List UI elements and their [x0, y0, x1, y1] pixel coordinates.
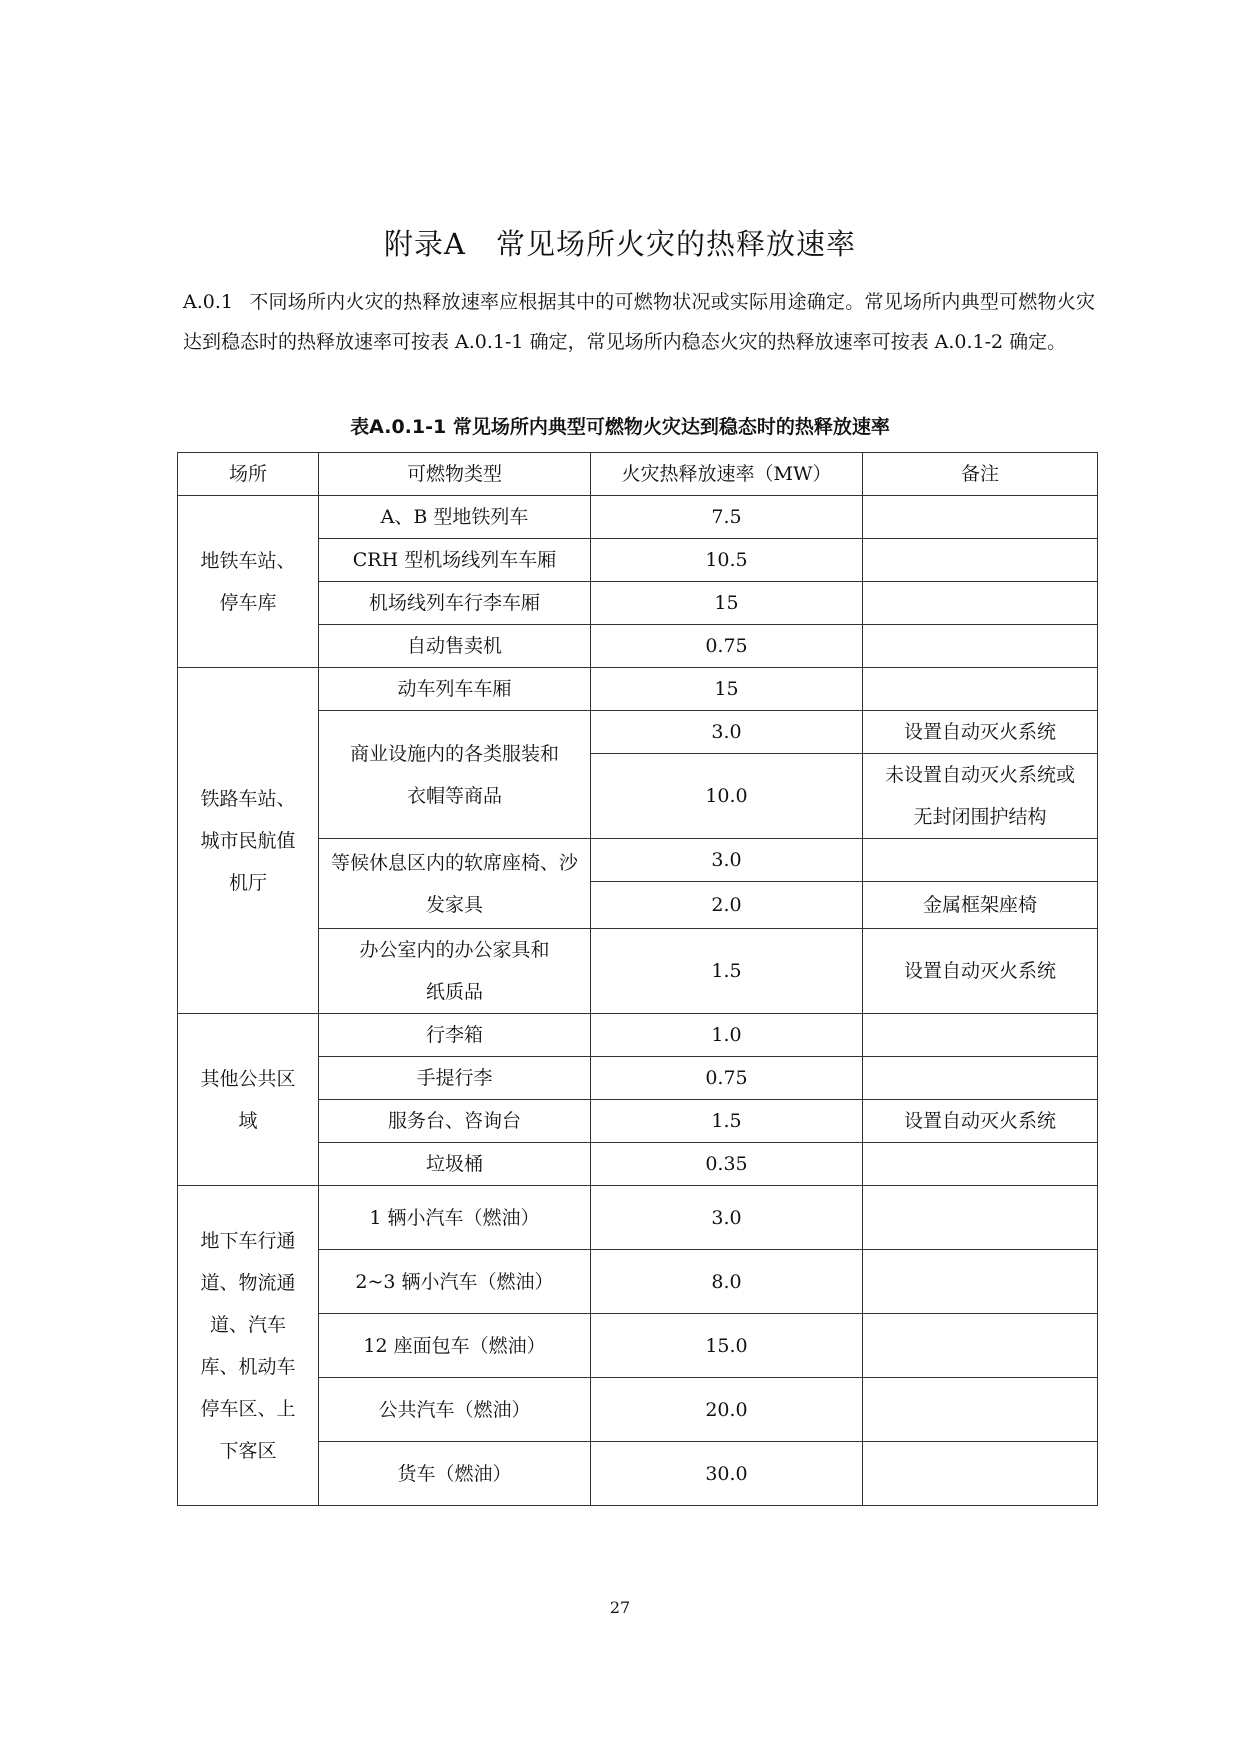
rate-cell: 7.5 [591, 496, 863, 539]
table-row [178, 668, 1098, 711]
fuel-cell: 自动售卖机 [319, 625, 591, 668]
fuel-cell: 12 座面包车（燃油） [319, 1314, 591, 1378]
header-fuel: 可燃物类型 [319, 453, 591, 496]
page-number: 27 [609, 1598, 631, 1617]
fuel-cell: 公共汽车（燃油） [319, 1378, 591, 1442]
note-cell [863, 496, 1098, 539]
rate-cell: 15 [591, 582, 863, 625]
fuel-cell: 机场线列车行李车厢 [319, 582, 591, 625]
note-cell [863, 1250, 1098, 1314]
note-cell [863, 839, 1098, 882]
note-cell [863, 1442, 1098, 1506]
fuel-cell: 商业设施内的各类服装和衣帽等商品 [319, 711, 591, 839]
table-row [178, 1186, 1098, 1250]
note-cell: 设置自动灭火系统 [863, 1100, 1098, 1143]
table-row [178, 1014, 1098, 1057]
rate-cell: 0.35 [591, 1143, 863, 1186]
place-cell: 铁路车站、城市民航值机厅 [178, 668, 319, 1014]
rate-cell: 0.75 [591, 625, 863, 668]
fuel-cell: CRH 型机场线列车车厢 [319, 539, 591, 582]
place-cell: 地下车行通道、物流通道、汽车库、机动车停车区、上下客区 [178, 1186, 319, 1506]
rate-cell: 10.5 [591, 539, 863, 582]
note-cell: 设置自动灭火系统 [863, 711, 1098, 754]
note-cell [863, 1014, 1098, 1057]
note-cell [863, 668, 1098, 711]
fuel-cell: 2~3 辆小汽车（燃油） [319, 1250, 591, 1314]
note-cell [863, 1186, 1098, 1250]
rate-cell: 20.0 [591, 1378, 863, 1442]
note-cell [863, 1057, 1098, 1100]
fuel-cell: 垃圾桶 [319, 1143, 591, 1186]
fuel-cell: 等候休息区内的软席座椅、沙发家具 [319, 839, 591, 929]
rate-cell: 1.5 [591, 1100, 863, 1143]
note-cell [863, 582, 1098, 625]
note-cell [863, 1143, 1098, 1186]
place-cell: 地铁车站、停车库 [178, 496, 319, 668]
rate-cell: 3.0 [591, 1186, 863, 1250]
fuel-cell: 动车列车车厢 [319, 668, 591, 711]
header-place: 场所 [178, 453, 319, 496]
rate-cell: 3.0 [591, 711, 863, 754]
header-rate: 火灾热释放速率（MW） [591, 453, 863, 496]
note-cell [863, 1378, 1098, 1442]
fuel-cell: A、B 型地铁列车 [319, 496, 591, 539]
table-row [178, 496, 1098, 539]
clause-paragraph [183, 282, 1095, 362]
note-cell: 设置自动灭火系统 [863, 929, 1098, 1014]
clause-text: 不同场所内火灾的热释放速率应根据其中的可燃物状况或实际用途确定。常见场所内典型可燃物火灾达到稳态时的热释放速率可按表 A.0.1-1 确定，常见场所内稳态火灾的热释放速率可按表 A.0.1-2 确定。 [183, 291, 1095, 353]
note-cell [863, 1314, 1098, 1378]
rate-cell: 8.0 [591, 1250, 863, 1314]
fuel-cell: 1 辆小汽车（燃油） [319, 1186, 591, 1250]
fuel-cell: 服务台、咨询台 [319, 1100, 591, 1143]
fuel-cell: 货车（燃油） [319, 1442, 591, 1506]
note-cell [863, 539, 1098, 582]
fuel-cell: 手提行李 [319, 1057, 591, 1100]
rate-cell: 30.0 [591, 1442, 863, 1506]
fuel-cell: 办公室内的办公家具和纸质品 [319, 929, 591, 1014]
note-cell: 未设置自动灭火系统或无封闭围护结构 [863, 754, 1098, 839]
header-note: 备注 [863, 453, 1098, 496]
rate-cell: 2.0 [591, 882, 863, 929]
table-header-row [178, 453, 1098, 496]
fuel-cell: 行李箱 [319, 1014, 591, 1057]
note-cell [863, 625, 1098, 668]
rate-cell: 3.0 [591, 839, 863, 882]
rate-cell: 15 [591, 668, 863, 711]
rate-cell: 1.5 [591, 929, 863, 1014]
rate-cell: 15.0 [591, 1314, 863, 1378]
place-cell: 其他公共区域 [178, 1014, 319, 1186]
heat-release-table [177, 452, 1098, 1506]
rate-cell: 0.75 [591, 1057, 863, 1100]
clause-number: A.0.1 [183, 291, 233, 313]
table-caption: 表A.0.1-1 常见场所内典型可燃物火灾达到稳态时的热释放速率 [350, 416, 890, 438]
rate-cell: 10.0 [591, 754, 863, 839]
page-title: 附录A 常见场所火灾的热释放速率 [384, 227, 856, 261]
note-cell: 金属框架座椅 [863, 882, 1098, 929]
rate-cell: 1.0 [591, 1014, 863, 1057]
